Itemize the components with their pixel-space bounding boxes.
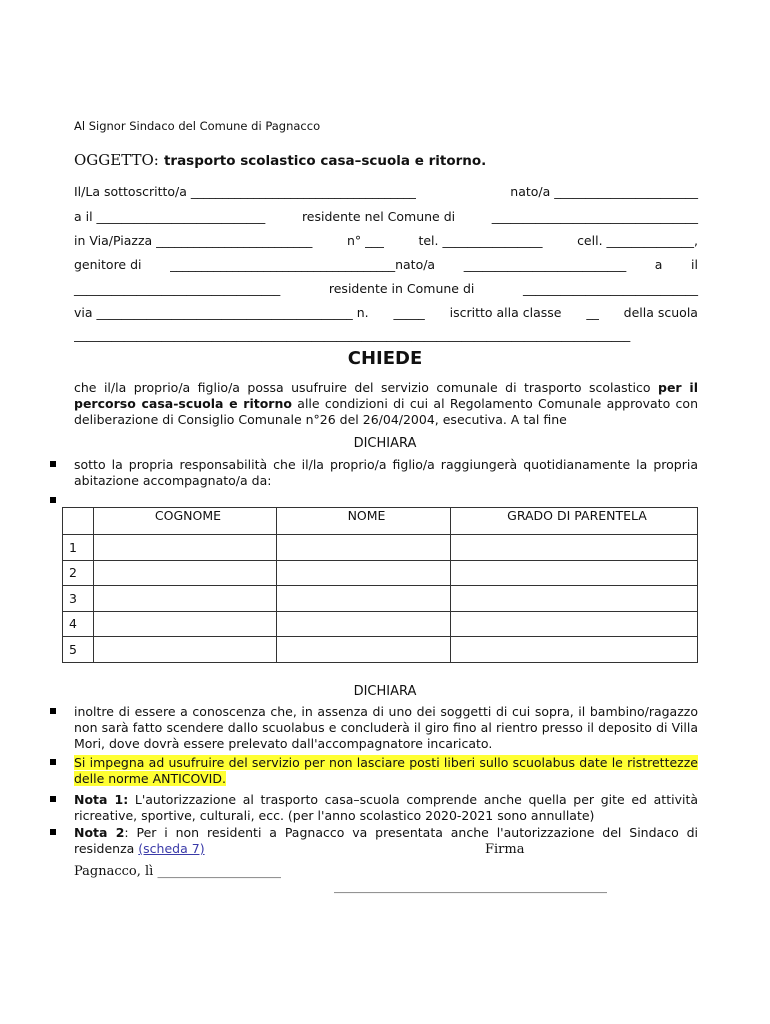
dichiara-title-2: DICHIARA <box>353 684 417 699</box>
genitore-label: genitore di <box>74 257 142 272</box>
figlio-nato-field[interactable]: __________________________ <box>463 257 627 272</box>
scuola-field[interactable]: _________________________________________________________________________________________ <box>74 327 631 342</box>
cognome-cell[interactable] <box>94 560 277 586</box>
header-index <box>63 508 94 535</box>
header-cognome: COGNOME <box>94 508 277 535</box>
date-field[interactable]: a il ___________________________ <box>74 209 266 224</box>
via-field[interactable]: in Via/Piazza _________________________ <box>74 233 313 248</box>
blank-field[interactable]: _________________________________ <box>74 281 281 296</box>
form-line-6 <box>74 305 698 320</box>
nota-1-text: L'autorizzazione al trasporto casa–scuola comprende anche quella per gite ed attività ricreative, sportive, culturali, ecc. (per l'anno scolastico 2020-2021 sono annullate) <box>74 792 699 823</box>
form-line-4 <box>74 257 698 272</box>
subject-line <box>74 150 486 169</box>
chiede-paragraph <box>74 380 698 428</box>
bullet-icon <box>50 708 56 714</box>
chiede-text-2: alle condizioni di cui al Regolamento Comunale approvato con deliberazione di Consiglio Comunale n°26 del 26/04/2004, esecutiva. A tal fine <box>74 396 698 427</box>
nome-cell[interactable] <box>277 560 451 586</box>
scuola-label: della scuola <box>623 305 698 320</box>
nome-cell[interactable] <box>277 637 451 663</box>
bullet-icon <box>50 461 56 467</box>
covid-highlight: Si impegna ad usufruire del servizio per non lasciare posti liberi sullo scuolabus date le ristrettezze delle norme ANTICOVID. <box>74 755 698 786</box>
nota-1-label: Nota 1: <box>74 792 129 807</box>
nota-2 <box>74 825 698 857</box>
nota-2-text: : Per i non residenti a Pagnacco va presentata anche l'autorizzazione del Sindaco di residenza <box>74 825 698 856</box>
row-number: 2 <box>63 560 94 586</box>
row-number: 4 <box>63 611 94 637</box>
scheda-7-link[interactable]: (scheda 7) <box>138 841 205 856</box>
a-label: a <box>654 257 663 272</box>
row-number: 3 <box>63 586 94 612</box>
residente-label: residente nel Comune di <box>301 209 456 224</box>
header-grado: GRADO DI PARENTELA <box>451 508 698 535</box>
nota-2-label: Nota 2 <box>74 825 125 840</box>
table-row <box>63 637 698 663</box>
place-date-field[interactable]: Pagnacco, lì ___________________ <box>74 864 281 879</box>
row-number: 1 <box>63 535 94 561</box>
tel-field[interactable]: tel. ________________ <box>418 233 543 248</box>
covid-note <box>74 755 698 787</box>
grado-cell[interactable] <box>451 560 698 586</box>
nome-cell[interactable] <box>277 535 451 561</box>
subject-text: trasporto scolastico casa–scuola e ritorno. <box>163 153 487 169</box>
residente-comune-label: residente in Comune di <box>328 281 475 296</box>
signature-field[interactable]: __________________________________________ <box>334 879 607 894</box>
nome-cell[interactable] <box>277 586 451 612</box>
form-line-2 <box>74 209 698 224</box>
chiede-text-bold: per il percorso casa-scuola e ritorno <box>74 380 698 411</box>
cognome-cell[interactable] <box>94 611 277 637</box>
table-row <box>63 560 698 586</box>
form-line-5 <box>74 281 698 296</box>
cell-field[interactable]: cell. ______________, <box>577 233 698 248</box>
bullet-icon <box>50 759 56 765</box>
classe-label: iscritto alla classe <box>449 305 562 320</box>
row-number: 5 <box>63 637 94 663</box>
figlio-field[interactable]: ____________________________________nato/a <box>170 257 436 272</box>
bullet-icon <box>50 829 56 835</box>
dichiara-bullet-1: sotto la propria responsabilità che il/la proprio/a figlio/a raggiungerà quotidianamente la propria abitazione accompagnato/a da: <box>74 457 698 488</box>
nota-1 <box>74 792 698 824</box>
dichiara-title-1: DICHIARA <box>353 436 417 451</box>
grado-cell[interactable] <box>451 535 698 561</box>
cognome-cell[interactable] <box>94 637 277 663</box>
table-header-row <box>63 508 698 535</box>
accompagnatori-table <box>62 507 698 663</box>
grado-cell[interactable] <box>451 637 698 663</box>
cognome-cell[interactable] <box>94 535 277 561</box>
table-row <box>63 535 698 561</box>
subject-label: OGGETTO: <box>74 151 159 169</box>
chiede-text-1: che il/la proprio/a figlio/a possa usufruire del servizio comunale di trasporto scolastico <box>74 380 658 395</box>
sottoscritto-field[interactable]: Il/La sottoscritto/a ____________________________________ <box>74 184 416 199</box>
table-row <box>63 611 698 637</box>
nome-cell[interactable] <box>277 611 451 637</box>
chiede-title: CHIEDE <box>347 348 423 369</box>
grado-cell[interactable] <box>451 586 698 612</box>
form-line-1 <box>74 184 698 199</box>
nato-field[interactable]: nato/a _______________________ <box>510 184 698 199</box>
bullet-icon <box>50 497 56 503</box>
form-line-3 <box>74 233 698 248</box>
numero-field[interactable]: n° ___ <box>346 233 384 248</box>
cognome-cell[interactable] <box>94 586 277 612</box>
bullet-icon <box>50 796 56 802</box>
firma-label: Firma <box>485 842 525 857</box>
comune-field[interactable]: _________________________________ <box>491 209 698 224</box>
addressee: Al Signor Sindaco del Comune di Pagnacco <box>74 119 321 133</box>
table-row <box>63 586 698 612</box>
n-field[interactable]: _____ <box>393 305 425 320</box>
grado-cell[interactable] <box>451 611 698 637</box>
via-figlio-field[interactable]: via _________________________________________ n. <box>74 305 369 320</box>
il-label: il <box>691 257 698 272</box>
classe-field[interactable]: __ <box>586 305 599 320</box>
header-nome: NOME <box>277 508 451 535</box>
residente-comune-field[interactable]: ____________________________ <box>523 281 698 296</box>
dichiara-bullet-2: inoltre di essere a conoscenza che, in assenza di uno dei soggetti di cui sopra, il bambino/ragazzo non sarà fatto scendere dallo scuolabus e concluderà il giro fino al rientro presso il deposito di Villa Mori, dove dovrà essere prelevato dall'accompagnatore incaricato. <box>74 704 698 751</box>
